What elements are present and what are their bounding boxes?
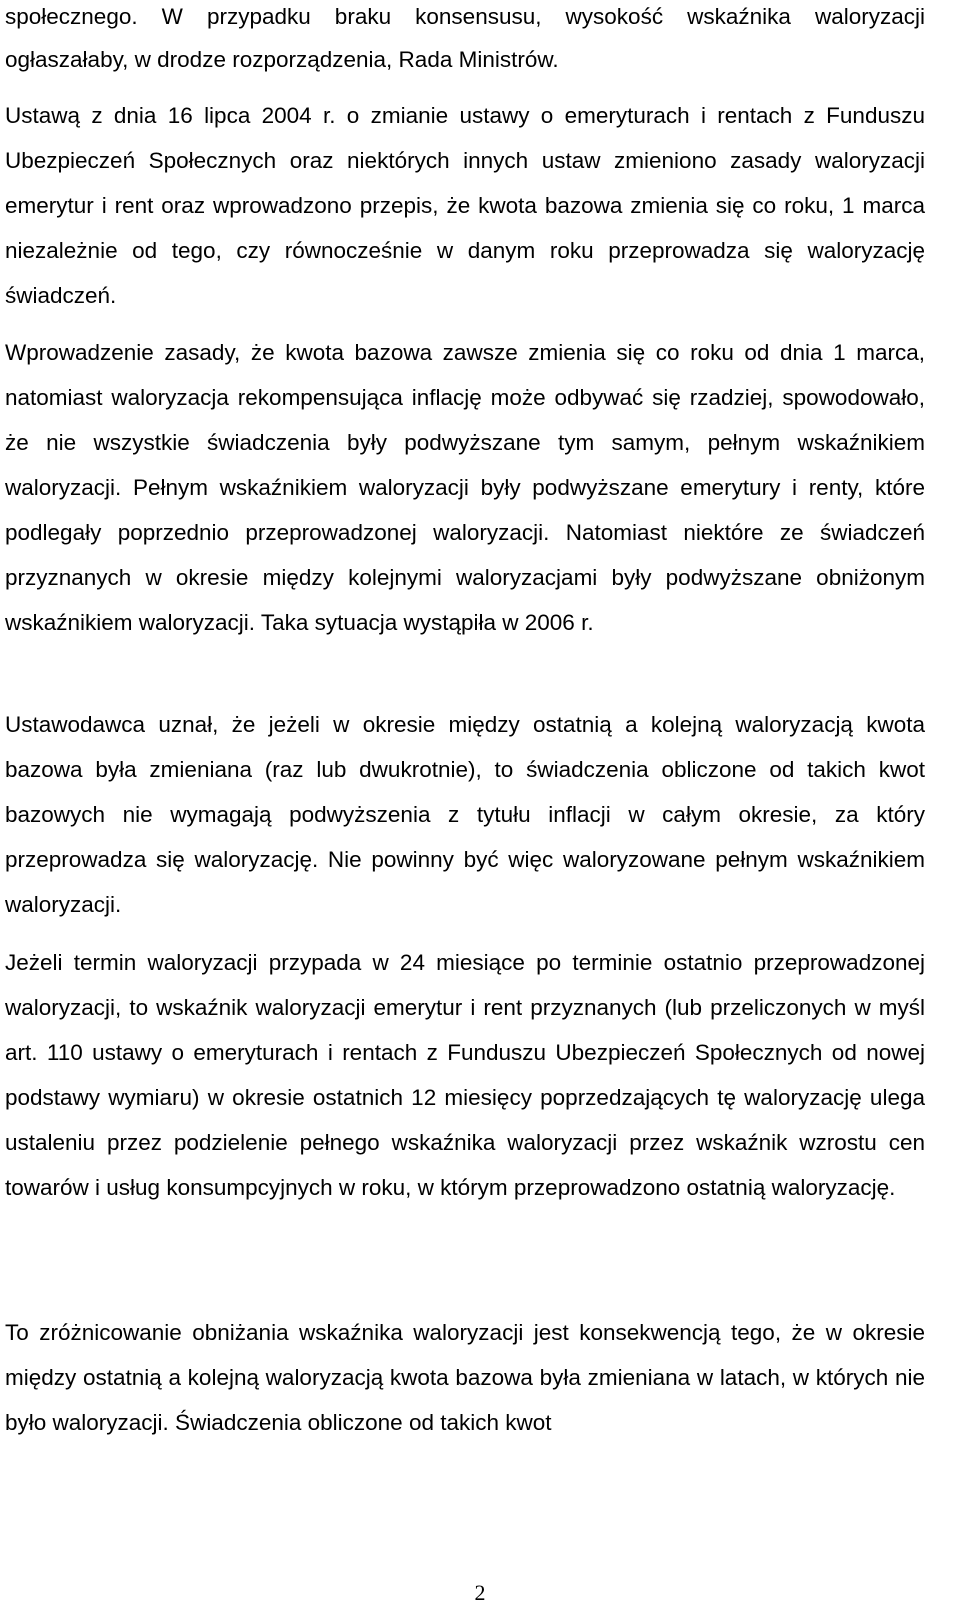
paragraph-legislator-view: Ustawodawca uznał, że jeżeli w okresie między ostatnią a kolejną waloryzacją kwota bazowa była zmieniana (raz lub dwukrotnie), to świadczenia obliczone od takich kwot bazowych nie wymagają podwyższenia z tytułu inflacji w całym okresie, za który przeprowadza się waloryzację. Nie powinny być więc waloryzowane pełnym wskaźnikiem waloryzacji. (5, 712, 925, 917)
paragraph-differentiation: To zróżnicowanie obniżania wskaźnika waloryzacji jest konsekwencją tego, że w okresie między ostatnią a kolejną waloryzacją kwota bazowa była zmieniana w latach, w których nie było waloryzacji. Świadczenia obliczone od takich kwot (5, 1320, 925, 1435)
paragraph-continuation: społecznego. W przypadku braku konsensusu, wysokość wskaźnika waloryzacji ogłaszałaby, w drodze rozporządzenia, Rada Ministrów. (5, 4, 925, 72)
paragraph-act-2004: Ustawą z dnia 16 lipca 2004 r. o zmianie ustawy o emeryturach i rentach z Funduszu Ubezpieczeń Społecznych oraz niektórych innych ustaw zmieniono zasady waloryzacji emerytur i rent oraz wprowadzono przepis, że kwota bazowa zmienia się co roku, 1 marca niezależnie od tego, czy równocześnie w danym roku przeprowadza się waloryzację świadczeń. (5, 103, 925, 308)
paragraph-24-months: Jeżeli termin waloryzacji przypada w 24 miesiące po terminie ostatnio przeprowadzonej waloryzacji, to wskaźnik waloryzacji emerytur i rent przyznanych (lub przeliczonych w myśl art. 110 ustawy o emeryturach i rentach z Funduszu Ubezpieczeń Społecznych od nowej podstawy wymiaru) w okresie ostatnich 12 miesięcy poprzedzających tę waloryzację ulega ustaleniu przez podzielenie pełnego wskaźnika waloryzacji przez wskaźnik wzrostu cen towarów i usług konsumpcyjnych w roku, w którym przeprowadzono ostatnią waloryzację. (5, 950, 925, 1200)
page-number: 2 (474, 1580, 486, 1605)
paragraph-base-amount-rule: Wprowadzenie zasady, że kwota bazowa zawsze zmienia się co roku od dnia 1 marca, natomiast waloryzacja rekompensująca inflację może odbywać się rzadziej, spowodowało, że nie wszystkie świadczenia były podwyższane tym samym, pełnym wskaźnikiem waloryzacji. Pełnym wskaźnikiem waloryzacji były podwyższane emerytury i renty, które podlegały poprzednio przeprowadzonej waloryzacji. Natomiast niektóre ze świadczeń przyznanych w okresie między kolejnymi waloryzacjami były podwyższane obniżonym wskaźnikiem waloryzacji. Taka sytuacja wystąpiła w 2006 r. (5, 340, 925, 635)
